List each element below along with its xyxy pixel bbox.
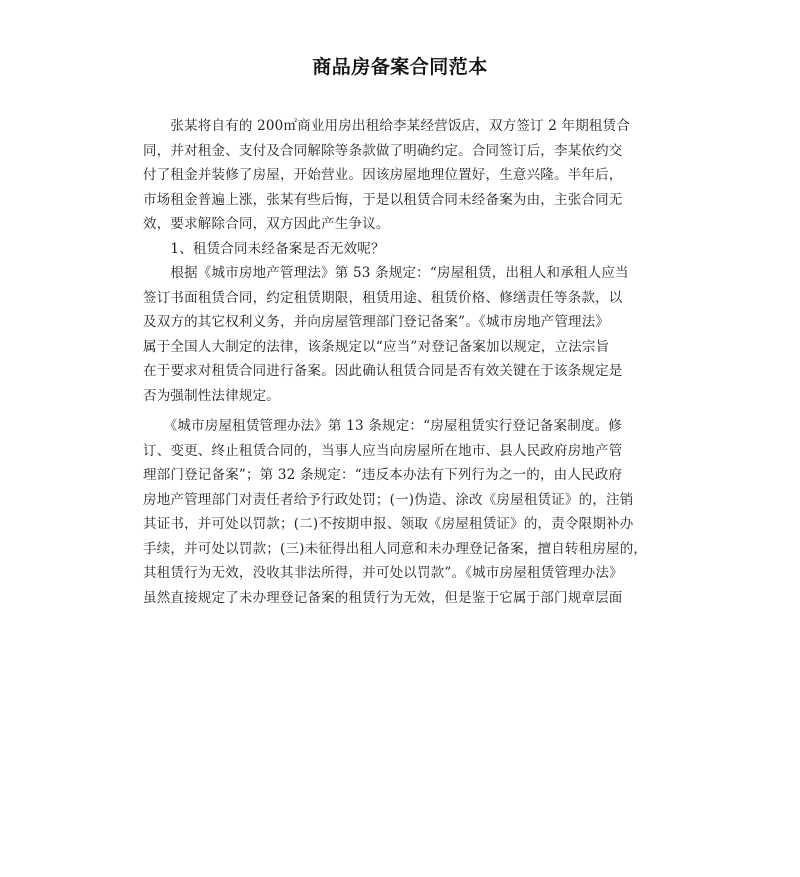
- text-line: 虽然直接规定了未办理登记备案的租赁行为无效，但是鉴于它属于部门规章层面: [143, 589, 623, 606]
- text-line: 签订书面租赁合同，约定租赁期限，租赁用途、租赁价格、修缮责任等条款，以: [143, 289, 623, 306]
- text-line: 张某将自有的 200㎡商业用房出租给李某经营饭店，双方签订 2 年期租赁合: [143, 118, 631, 134]
- text-line: 市场租金普遍上涨，张某有些后悔，于是以租赁合同未经备案为由，主张合同无: [143, 191, 623, 208]
- text-line: 效，要求解除合同，双方因此产生争议。: [143, 216, 390, 232]
- text-line: 根据《城市房地产管理法》第 53 条规定：“房屋租赁，出租人和承租人应当: [143, 265, 629, 281]
- section-heading: 1、租赁合同未经备案是否无效呢？: [143, 240, 385, 257]
- document-body: [143, 114, 663, 610]
- text-line: 同，并对租金、支付及合同解除等条款做了明确约定。合同签订后，李某依约交: [143, 142, 623, 159]
- text-line: 否为强制性法律规定。: [143, 387, 280, 404]
- text-line: 属于全国人大制定的法律，该条规定以“应当”对登记备案加以规定，立法宗旨: [143, 338, 610, 355]
- text-line: 理部门登记备案”；第 32 条规定：“违反本办法有下列行为之一的，由人民政府: [143, 467, 623, 483]
- text-line: 房地产管理部门对责任者给予行政处罚；(一)伪造、涂改《房屋租赁证》的，注销: [143, 491, 634, 508]
- text-line: 其租赁行为无效，没收其非法所得，并可处以罚款”。《城市房屋租赁管理办法》: [143, 565, 623, 581]
- text-line: 其证书，并可处以罚款；(二)不按期申报、领取《房屋租赁证》的，责令限期补办: [143, 516, 634, 532]
- text-line: 订、变更、终止租赁合同的，当事人应当向房屋所在地市、县人民政府房地产管: [143, 442, 623, 459]
- text-line: 手续，并可处以罚款；(三)未征得出租人同意和未办理登记备案，擅自转租房屋的，: [143, 540, 648, 557]
- text-line: 及双方的其它权利义务，并向房屋管理部门登记备案”。《城市房地产管理法》: [143, 314, 610, 330]
- text-line: 付了租金并装修了房屋，开始营业。因该房屋地理位置好，生意兴隆。半年后，: [143, 167, 623, 183]
- text-line: 《城市房屋租赁管理办法》第 13 条规定：“房屋租赁实行登记备案制度。修: [143, 418, 623, 434]
- text-line: 在于要求对租赁合同进行备案。因此确认租赁合同是否有效关键在于该条规定是: [143, 363, 623, 379]
- document-title: 商品房备案合同范本: [312, 56, 488, 78]
